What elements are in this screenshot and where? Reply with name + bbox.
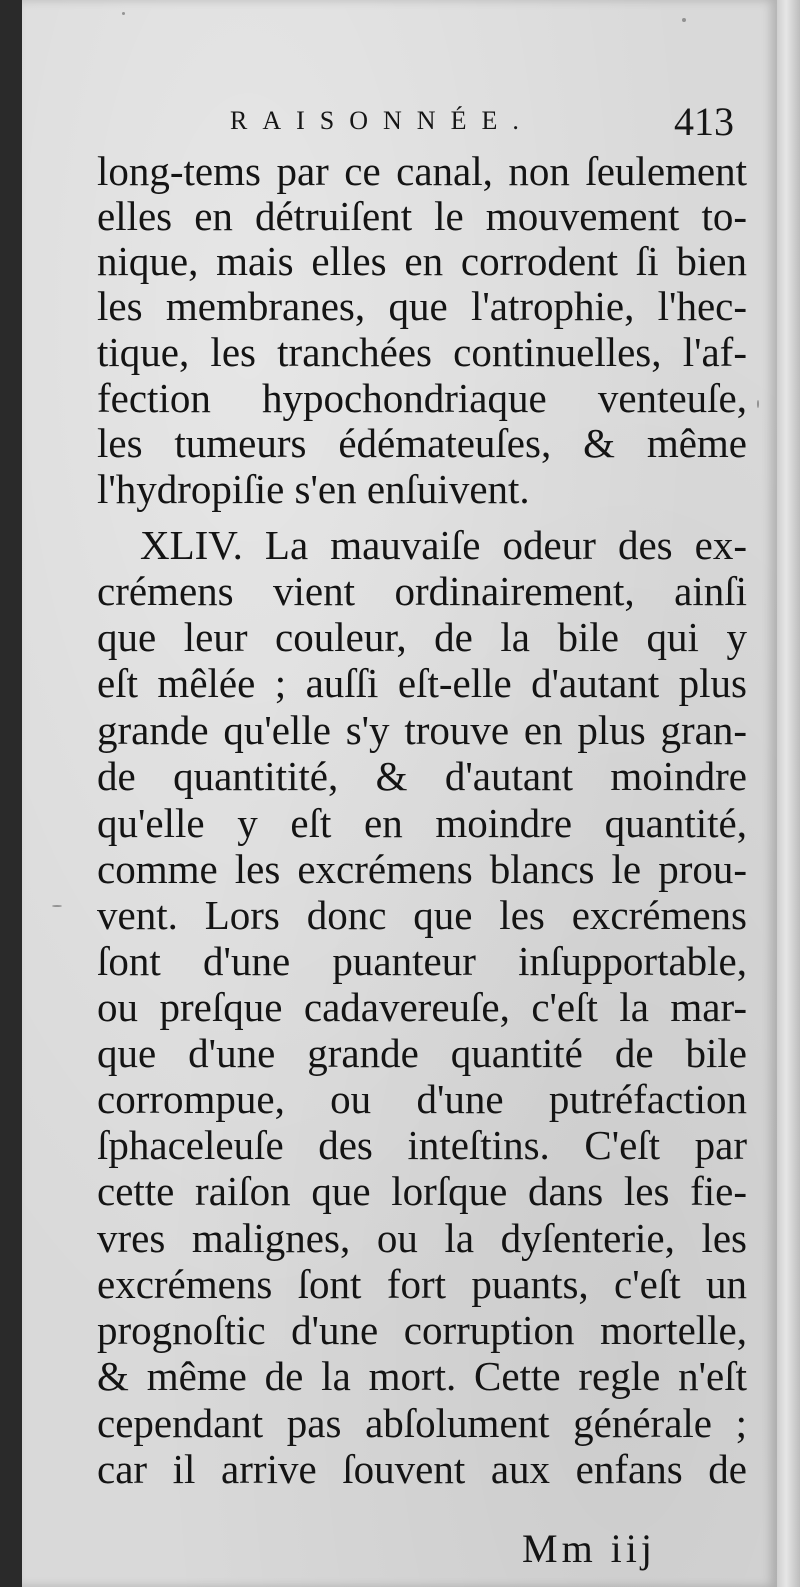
text-line-22: ſphaceleuſe des inteſtins. C'eſt par: [97, 1122, 747, 1168]
text-line-1: long-tems par ce canal, non ſeulement: [97, 148, 747, 194]
text-line-20: que d'une grande quantité de bile: [97, 1030, 747, 1076]
paper-speck: [122, 12, 125, 15]
text-line-27: & même de la mort. Cette regle n'eſt: [97, 1353, 747, 1399]
text-line-21: corrompue, ou d'une putréfaction: [97, 1076, 747, 1122]
text-line-11: que leur couleur, de la bile qui y: [97, 614, 747, 660]
running-head: RAISONNÉE.: [230, 106, 534, 135]
text-line-4: les membranes, que l'atrophie, l'hec-: [97, 283, 747, 329]
text-line-6: fection hypochondriaque venteuſe,: [97, 375, 747, 421]
text-line-19: ou preſque cadavereuſe, c'eſt la mar-: [97, 984, 747, 1030]
page-edge: [777, 0, 800, 1587]
text-line-17: vent. Lors donc que les excrémens: [97, 892, 747, 938]
text-line-5: tique, les tranchées continuelles, l'af-: [97, 329, 747, 375]
text-line-3: nique, mais elles en corrodent ſi bien: [97, 238, 747, 284]
text-line-13: grande qu'elle s'y trouve en plus gran-: [97, 707, 747, 753]
text-line-12: eſt mêlée ; auſſi eſt-elle d'autant plus: [97, 660, 747, 706]
text-line-16: comme les excrémens blancs le prou-: [97, 846, 747, 892]
text-line-9: XLIV. La mauvaiſe odeur des ex-: [140, 522, 747, 568]
text-line-10: crémens vient ordinairement, ainſi: [97, 568, 747, 614]
paper-speck: [682, 18, 686, 22]
text-line-2: elles en détruiſent le mouvement to-: [97, 193, 747, 239]
paper-speck: [52, 905, 62, 907]
paper-speck: [757, 400, 759, 408]
text-line-18: ſont d'une puanteur inſupportable,: [97, 938, 747, 984]
text-line-26: prognoſtic d'une corruption mortelle,: [97, 1307, 747, 1353]
book-page: [22, 0, 777, 1587]
text-line-23: cette raiſon que lorſque dans les fie-: [97, 1168, 747, 1214]
text-line-14: de quantitité, & d'autant moindre: [97, 753, 747, 799]
text-line-8: l'hydropiſie s'en enſuivent.: [97, 466, 530, 512]
text-line-29: car il arrive ſouvent aux enfans de: [97, 1446, 747, 1492]
signature-mark: Mm iij: [522, 1526, 657, 1571]
text-line-25: excrémens ſont fort puants, c'eſt un: [97, 1261, 747, 1307]
page-number: 413: [674, 99, 734, 144]
text-line-15: qu'elle y eſt en moindre quantité,: [97, 800, 747, 846]
text-line-7: les tumeurs édémateuſes, & même: [97, 420, 747, 466]
text-line-24: vres malignes, ou la dyſenterie, les: [97, 1215, 747, 1261]
text-line-28: cependant pas abſolument générale ;: [97, 1400, 747, 1446]
